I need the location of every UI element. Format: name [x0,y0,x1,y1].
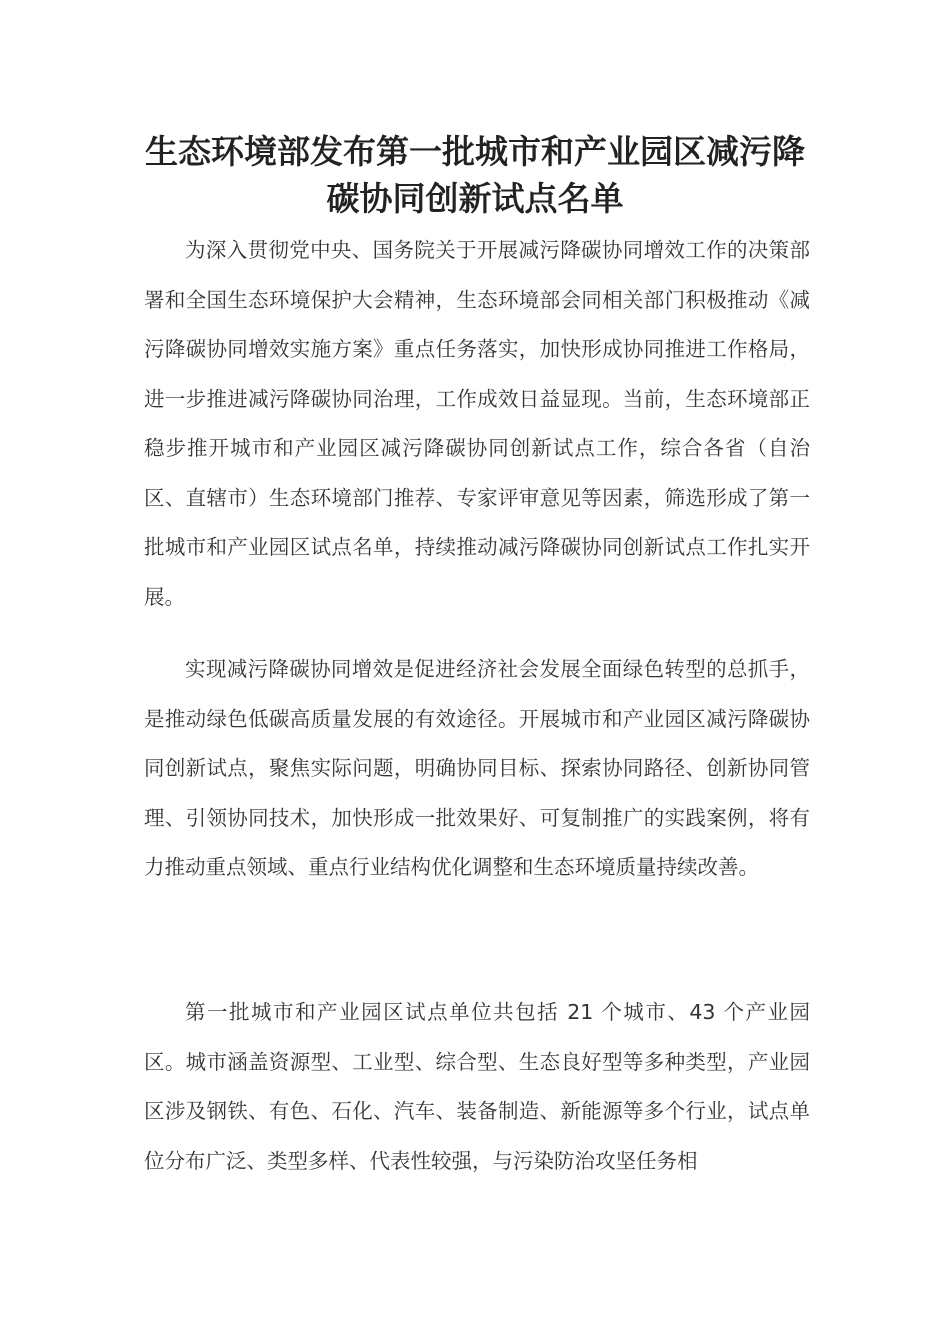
paragraph-text: 第一批城市和产业园区试点单位共包括 21 个城市、43 个产业园区。城市涵盖资源型、工业型、综合型、生态良好型等多种类型，产业园区涉及钢铁、有色、石化、汽车、装备制造、新能源等多个行业，试点单位分布广泛、类型多样、代表性较强，与污染防治攻坚任务相 [144,1000,810,1173]
paragraph-1 [144,226,810,622]
paragraph-2 [144,645,810,893]
paragraph-3 [144,988,810,1186]
paragraph-text: 为深入贯彻党中央、国务院关于开展减污降碳协同增效工作的决策部署和全国生态环境保护大会精神，生态环境部会同相关部门积极推动《减污降碳协同增效实施方案》重点任务落实，加快形成协同推进工作格局，进一步推进减污降碳协同治理，工作成效日益显现。当前，生态环境部正稳步推开城市和产业园区减污降碳协同创新试点工作，综合各省（自治区、直辖市）生态环境部门推荐、专家评审意见等因素，筛选形成了第一批城市和产业园区试点名单，持续推动减污降碳协同创新试点工作扎实开展。 [144,238,810,609]
document-title: 生态环境部发布第一批城市和产业园区减污降碳协同创新试点名单 [145,132,805,218]
paragraph-text: 实现减污降碳协同增效是促进经济社会发展全面绿色转型的总抓手，是推动绿色低碳高质量发展的有效途径。开展城市和产业园区减污降碳协同创新试点，聚焦实际问题，明确协同目标、探索协同路径、创新协同管理、引领协同技术，加快形成一批效果好、可复制推广的实践案例，将有力推动重点领域、重点行业结构优化调整和生态环境质量持续改善。 [144,657,810,879]
